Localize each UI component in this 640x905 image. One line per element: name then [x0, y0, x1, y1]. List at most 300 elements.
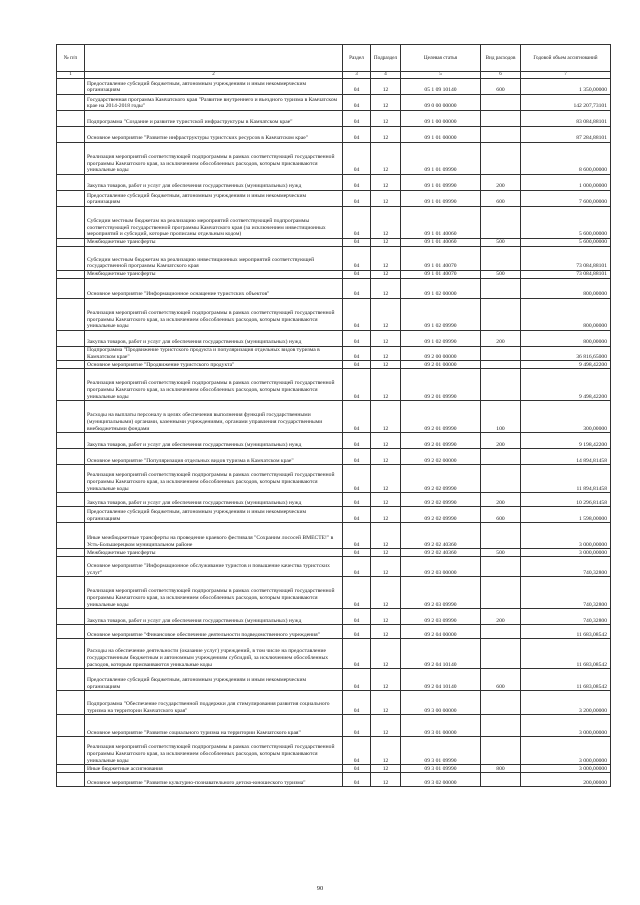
row-num-cell [57, 715, 85, 737]
table-row [57, 191, 611, 207]
row-section-cell: 04 [343, 557, 371, 577]
row-article-cell: 09 0 00 00000 [401, 95, 481, 111]
row-volume-cell: 10 296,81458 [521, 493, 611, 507]
table-row [57, 493, 611, 507]
row-section-cell: 04 [343, 175, 371, 191]
row-num-cell [57, 449, 85, 465]
col-number: 2 [85, 72, 343, 79]
row-section-cell: 04 [343, 299, 371, 331]
row-expense-type-cell: 500 [481, 549, 521, 557]
row-article-cell: 09 2 04 10140 [401, 669, 481, 691]
row-article-cell: 09 2 02 09990 [401, 493, 481, 507]
row-subsection-cell: 12 [371, 577, 401, 609]
row-subsection-cell: 12 [371, 507, 401, 523]
row-volume-cell: 740,32800 [521, 609, 611, 625]
row-num-cell [57, 247, 85, 271]
row-name-cell: Реализация мероприятий соответствующей подпрограммы в рамках соответствующей государственной программы Камчатского края, за исключением обособленных расходов, которым присваиваются уникальные коды [85, 369, 343, 401]
row-expense-type-cell: 600 [481, 669, 521, 691]
row-expense-type-cell: 800 [481, 765, 521, 773]
row-num-cell [57, 369, 85, 401]
row-volume-cell: 11 683,08542 [521, 625, 611, 639]
row-name-cell: Основное мероприятие "Финансовое обеспечение деятельности подведомственного учреждения" [85, 625, 343, 639]
row-expense-type-cell: 200 [481, 609, 521, 625]
row-expense-type-cell [481, 639, 521, 669]
row-section-cell: 04 [343, 639, 371, 669]
row-article-cell: 09 2 02 40360 [401, 523, 481, 549]
row-num-cell [57, 401, 85, 433]
row-article-cell: 09 2 01 09990 [401, 401, 481, 433]
row-subsection-cell: 12 [371, 279, 401, 299]
row-article-cell: 09 1 01 40060 [401, 239, 481, 247]
row-subsection-cell: 12 [371, 609, 401, 625]
row-volume-cell: 9 498,42200 [521, 361, 611, 369]
row-article-cell: 09 3 01 09990 [401, 765, 481, 773]
row-expense-type-cell [481, 347, 521, 361]
table-row [57, 331, 611, 347]
row-expense-type-cell [481, 207, 521, 239]
row-expense-type-cell [481, 773, 521, 787]
row-num-cell [57, 95, 85, 111]
row-section-cell: 04 [343, 401, 371, 433]
row-section-cell: 04 [343, 191, 371, 207]
row-article-cell: 09 3 00 00000 [401, 691, 481, 715]
row-name-cell: Реализация мероприятий соответствующей подпрограммы в рамках соответствующей государственной программы Камчатского края, за исключением обособленных расходов, которым присваиваются уникальные коды [85, 737, 343, 765]
row-volume-cell: 9 198,42200 [521, 433, 611, 449]
row-section-cell: 04 [343, 143, 371, 175]
row-expense-type-cell [481, 691, 521, 715]
col-number: 5 [401, 72, 481, 79]
row-subsection-cell: 12 [371, 143, 401, 175]
row-name-cell: Межбюджетные трансферты [85, 239, 343, 247]
table-row [57, 361, 611, 369]
row-volume-cell: 8 600,00000 [521, 143, 611, 175]
row-name-cell: Предоставление субсидий бюджетным, автономным учреждениям и иным некоммерческим организациям [85, 669, 343, 691]
row-volume-cell: 3 000,00000 [521, 765, 611, 773]
row-num-cell [57, 207, 85, 239]
table-row [57, 247, 611, 271]
row-article-cell: 09 2 04 10140 [401, 639, 481, 669]
table-row [57, 765, 611, 773]
col-number: 7 [521, 72, 611, 79]
row-subsection-cell: 12 [371, 765, 401, 773]
row-num-cell [57, 773, 85, 787]
row-expense-type-cell [481, 737, 521, 765]
row-section-cell: 04 [343, 271, 371, 279]
row-subsection-cell: 12 [371, 175, 401, 191]
table-row [57, 79, 611, 95]
col-number: 3 [343, 72, 371, 79]
header-row [57, 45, 611, 72]
row-volume-cell: 7 600,00000 [521, 191, 611, 207]
row-volume-cell: 142 207,73101 [521, 95, 611, 111]
table-row [57, 143, 611, 175]
row-article-cell: 09 2 03 09990 [401, 577, 481, 609]
row-num-cell [57, 639, 85, 669]
column-number-row [57, 72, 611, 79]
row-subsection-cell: 12 [371, 639, 401, 669]
table-row [57, 347, 611, 361]
row-section-cell: 04 [343, 127, 371, 143]
row-name-cell: Предоставление субсидий бюджетным, автономным учреждениям и иным некоммерческим организациям [85, 191, 343, 207]
row-section-cell: 04 [343, 669, 371, 691]
row-num-cell [57, 143, 85, 175]
row-volume-cell: 73 084,88101 [521, 271, 611, 279]
row-article-cell: 09 2 03 09990 [401, 609, 481, 625]
row-name-cell: Основное мероприятие "Популяризация отдельных видов туризма в Камчатском крае" [85, 449, 343, 465]
row-name-cell: Предоставление субсидий бюджетным, автономным учреждениям и иным некоммерческим организациям [85, 507, 343, 523]
row-article-cell: 09 2 00 00000 [401, 347, 481, 361]
row-subsection-cell: 12 [371, 361, 401, 369]
row-name-cell: Иные бюджетные ассигнования [85, 765, 343, 773]
row-num-cell [57, 271, 85, 279]
budget-table-sheet [56, 44, 610, 787]
row-volume-cell: 83 084,88101 [521, 111, 611, 127]
row-section-cell: 04 [343, 625, 371, 639]
table-row [57, 523, 611, 549]
row-volume-cell: 73 084,88101 [521, 247, 611, 271]
row-name-cell: Реализация мероприятий соответствующей подпрограммы в рамках соответствующей государственной программы Камчатского края, за исключением обособленных расходов, которым присваиваются уникальные коды [85, 577, 343, 609]
table-row [57, 279, 611, 299]
table-row [57, 433, 611, 449]
row-name-cell: Основное мероприятие "Развитие инфраструктуры туристских ресурсов в Камчатском крае" [85, 127, 343, 143]
row-num-cell [57, 279, 85, 299]
page-number: 90 [316, 885, 324, 892]
table-row [57, 773, 611, 787]
header-name [85, 45, 343, 72]
table-row [57, 557, 611, 577]
row-volume-cell: 200,00000 [521, 773, 611, 787]
row-num-cell [57, 523, 85, 549]
row-expense-type-cell [481, 577, 521, 609]
table-row [57, 507, 611, 523]
row-num-cell [57, 175, 85, 191]
row-expense-type-cell [481, 361, 521, 369]
row-name-cell: Подпрограмма "Создание и развитие туристской инфраструктуры в Камчатском крае" [85, 111, 343, 127]
row-expense-type-cell [481, 279, 521, 299]
row-subsection-cell: 12 [371, 79, 401, 95]
row-num-cell [57, 239, 85, 247]
table-row [57, 737, 611, 765]
row-subsection-cell: 12 [371, 557, 401, 577]
table-row [57, 111, 611, 127]
row-article-cell: 09 1 01 40060 [401, 207, 481, 239]
row-volume-cell: 14 894,81458 [521, 449, 611, 465]
row-expense-type-cell [481, 95, 521, 111]
row-volume-cell: 300,00000 [521, 401, 611, 433]
row-article-cell: 09 1 02 09990 [401, 299, 481, 331]
row-volume-cell: 87 284,88101 [521, 127, 611, 143]
row-name-cell: Расходы на выплаты персоналу в целях обеспечения выполнения функций государственными (муниципальными) органами, казенными учреждениями, органами управления государственными внебюджетными фондами [85, 401, 343, 433]
row-expense-type-cell [481, 557, 521, 577]
row-num-cell [57, 299, 85, 331]
row-num-cell [57, 127, 85, 143]
row-name-cell: Субсидии местным бюджетам на реализацию мероприятий соответствующей подпрограммы соответствующей государственной программы Камчатского края (за исключением инвестиционных мероприятий и субсидий, которые прописаны отдельным кодом) [85, 207, 343, 239]
row-subsection-cell: 12 [371, 401, 401, 433]
row-expense-type-cell [481, 369, 521, 401]
table-row [57, 207, 611, 239]
row-subsection-cell: 12 [371, 369, 401, 401]
row-subsection-cell: 12 [371, 715, 401, 737]
row-volume-cell: 1 598,00000 [521, 507, 611, 523]
col-number: 6 [481, 72, 521, 79]
row-volume-cell: 800,00000 [521, 331, 611, 347]
row-subsection-cell: 12 [371, 271, 401, 279]
row-article-cell: 09 2 01 09990 [401, 369, 481, 401]
row-subsection-cell: 12 [371, 549, 401, 557]
row-name-cell: Закупка товаров, работ и услуг для обеспечения государственных (муниципальных) нужд [85, 433, 343, 449]
row-subsection-cell: 12 [371, 669, 401, 691]
row-name-cell: Иные межбюджетные трансферты на проведение краевого фестиваля "Сохраним лососей ВМЕСТЕ!" в Усть-Большерецком муниципальном районе [85, 523, 343, 549]
row-article-cell: 09 1 01 09990 [401, 191, 481, 207]
table-row [57, 271, 611, 279]
row-name-cell: Реализация мероприятий соответствующей подпрограммы в рамках соответствующей государственной программы Камчатского края, за исключением обособленных расходов, которым присваиваются уникальные коды [85, 465, 343, 493]
row-name-cell: Основное мероприятие "Развитие социального туризма на территории Камчатского края" [85, 715, 343, 737]
table-row [57, 625, 611, 639]
row-section-cell: 04 [343, 609, 371, 625]
row-section-cell: 04 [343, 247, 371, 271]
row-num-cell [57, 79, 85, 95]
row-section-cell: 04 [343, 691, 371, 715]
table-row [57, 401, 611, 433]
row-subsection-cell: 12 [371, 449, 401, 465]
table-row [57, 239, 611, 247]
row-article-cell: 09 1 01 09990 [401, 175, 481, 191]
row-num-cell [57, 111, 85, 127]
row-expense-type-cell [481, 523, 521, 549]
row-volume-cell: 800,00000 [521, 279, 611, 299]
row-subsection-cell: 12 [371, 95, 401, 111]
row-num-cell [57, 465, 85, 493]
row-name-cell: Государственная программа Камчатского края "Развитие внутреннего и въездного туризма в Камчатском крае на 2014-2018 годы" [85, 95, 343, 111]
row-subsection-cell: 12 [371, 207, 401, 239]
table-row [57, 449, 611, 465]
row-article-cell: 09 2 02 00000 [401, 449, 481, 465]
row-section-cell: 04 [343, 493, 371, 507]
row-subsection-cell: 12 [371, 111, 401, 127]
row-num-cell [57, 347, 85, 361]
row-section-cell: 04 [343, 207, 371, 239]
row-section-cell: 04 [343, 773, 371, 787]
row-expense-type-cell [481, 449, 521, 465]
row-name-cell: Закупка товаров, работ и услуг для обеспечения государственных (муниципальных) нужд [85, 175, 343, 191]
row-subsection-cell: 12 [371, 347, 401, 361]
row-section-cell: 04 [343, 737, 371, 765]
table-row [57, 549, 611, 557]
row-volume-cell: 3 000,00000 [521, 715, 611, 737]
row-name-cell: Предоставление субсидий бюджетным, автономным учреждениям и иным некоммерческим организациям [85, 79, 343, 95]
row-volume-cell: 9 498,42200 [521, 369, 611, 401]
row-expense-type-cell [481, 715, 521, 737]
row-subsection-cell: 12 [371, 247, 401, 271]
row-section-cell: 04 [343, 765, 371, 773]
row-section-cell: 04 [343, 279, 371, 299]
table-row [57, 95, 611, 111]
row-num-cell [57, 609, 85, 625]
row-section-cell: 04 [343, 347, 371, 361]
row-num-cell [57, 669, 85, 691]
table-row [57, 669, 611, 691]
row-num-cell [57, 433, 85, 449]
row-expense-type-cell: 200 [481, 493, 521, 507]
row-subsection-cell: 12 [371, 299, 401, 331]
row-subsection-cell: 12 [371, 691, 401, 715]
row-name-cell: Реализация мероприятий соответствующей подпрограммы в рамках соответствующей государственной программы Камчатского края, за исключением обособленных расходов, которым присваиваются уникальные коды [85, 299, 343, 331]
row-name-cell: Основное мероприятие "Развитие культурно-познавательного детско-юношеского туризма" [85, 773, 343, 787]
table-row [57, 609, 611, 625]
row-section-cell: 04 [343, 715, 371, 737]
row-volume-cell: 11 894,81458 [521, 465, 611, 493]
table-row [57, 715, 611, 737]
row-volume-cell: 3 000,00000 [521, 737, 611, 765]
row-expense-type-cell: 100 [481, 401, 521, 433]
row-name-cell: Субсидии местным бюджетам на реализацию инвестиционных мероприятий соответствующей государственной программы Камчатского края [85, 247, 343, 271]
row-volume-cell: 740,32800 [521, 557, 611, 577]
row-volume-cell: 740,32800 [521, 577, 611, 609]
row-article-cell: 09 2 01 09990 [401, 433, 481, 449]
row-volume-cell: 1 000,00000 [521, 175, 611, 191]
row-expense-type-cell: 500 [481, 239, 521, 247]
row-expense-type-cell [481, 625, 521, 639]
row-article-cell: 09 1 01 00000 [401, 127, 481, 143]
row-name-cell: Основное мероприятие "Информационное обслуживание туристов и повышение качества туристских услуг" [85, 557, 343, 577]
header-num: № п/п [57, 45, 85, 72]
row-section-cell: 04 [343, 361, 371, 369]
row-subsection-cell: 12 [371, 433, 401, 449]
table-row [57, 577, 611, 609]
row-article-cell: 09 1 00 00000 [401, 111, 481, 127]
row-num-cell [57, 507, 85, 523]
row-section-cell: 04 [343, 331, 371, 347]
row-expense-type-cell [481, 299, 521, 331]
row-num-cell [57, 625, 85, 639]
row-expense-type-cell [481, 143, 521, 175]
row-section-cell: 04 [343, 523, 371, 549]
row-section-cell: 04 [343, 111, 371, 127]
row-volume-cell: 5 600,00000 [521, 239, 611, 247]
row-article-cell: 05 1 09 10140 [401, 79, 481, 95]
table-row [57, 299, 611, 331]
row-num-cell [57, 493, 85, 507]
row-section-cell: 04 [343, 449, 371, 465]
row-num-cell [57, 691, 85, 715]
row-subsection-cell: 12 [371, 625, 401, 639]
row-subsection-cell: 12 [371, 773, 401, 787]
row-num-cell [57, 765, 85, 773]
row-article-cell: 09 1 02 09990 [401, 331, 481, 347]
row-volume-cell: 36 816,65000 [521, 347, 611, 361]
row-name-cell: Подпрограмма "Обеспечение государственной поддержки для стимулирования развития социального туризма на территории Камчатского края" [85, 691, 343, 715]
row-article-cell: 09 2 02 09990 [401, 465, 481, 493]
row-section-cell: 04 [343, 549, 371, 557]
row-volume-cell: 3 000,00000 [521, 549, 611, 557]
row-article-cell: 09 1 01 40070 [401, 247, 481, 271]
row-expense-type-cell: 200 [481, 433, 521, 449]
row-name-cell: Основное мероприятие "Продвижение туристского продукта" [85, 361, 343, 369]
row-volume-cell: 1 350,00000 [521, 79, 611, 95]
row-num-cell [57, 331, 85, 347]
table-row [57, 175, 611, 191]
row-article-cell: 09 2 02 40360 [401, 549, 481, 557]
table-row [57, 369, 611, 401]
table-row [57, 127, 611, 143]
row-section-cell: 04 [343, 79, 371, 95]
row-expense-type-cell: 600 [481, 507, 521, 523]
row-name-cell: Закупка товаров, работ и услуг для обеспечения государственных (муниципальных) нужд [85, 493, 343, 507]
col-number: 4 [371, 72, 401, 79]
row-article-cell: 09 2 01 00000 [401, 361, 481, 369]
budget-table [56, 44, 611, 787]
row-section-cell: 04 [343, 369, 371, 401]
row-num-cell [57, 191, 85, 207]
row-volume-cell: 3 200,00000 [521, 691, 611, 715]
row-article-cell: 09 1 02 00000 [401, 279, 481, 299]
row-article-cell: 09 2 02 09990 [401, 507, 481, 523]
row-article-cell: 09 3 01 09990 [401, 737, 481, 765]
row-subsection-cell: 12 [371, 737, 401, 765]
row-subsection-cell: 12 [371, 191, 401, 207]
row-section-cell: 04 [343, 577, 371, 609]
row-section-cell: 04 [343, 239, 371, 247]
row-section-cell: 04 [343, 95, 371, 111]
row-subsection-cell: 12 [371, 493, 401, 507]
row-subsection-cell: 12 [371, 331, 401, 347]
table-row [57, 691, 611, 715]
row-name-cell: Закупка товаров, работ и услуг для обеспечения государственных (муниципальных) нужд [85, 609, 343, 625]
header-expense-type: Вид расходов [481, 45, 521, 72]
header-volume: Годовой объем ассигнований [521, 45, 611, 72]
row-section-cell: 04 [343, 433, 371, 449]
row-article-cell: 09 2 04 00000 [401, 625, 481, 639]
row-article-cell: 09 1 01 40070 [401, 271, 481, 279]
row-article-cell: 09 1 01 09990 [401, 143, 481, 175]
row-volume-cell: 11 683,08542 [521, 639, 611, 669]
row-num-cell [57, 577, 85, 609]
row-num-cell [57, 361, 85, 369]
row-expense-type-cell [481, 465, 521, 493]
row-subsection-cell: 12 [371, 465, 401, 493]
row-expense-type-cell: 200 [481, 175, 521, 191]
row-section-cell: 04 [343, 507, 371, 523]
table-body [57, 79, 611, 787]
row-name-cell: Подпрограмма "Продвижение туристского продукта и популяризация отдельных видов туризма в Камчатском крае" [85, 347, 343, 361]
row-volume-cell: 800,00000 [521, 299, 611, 331]
row-expense-type-cell: 500 [481, 271, 521, 279]
row-num-cell [57, 557, 85, 577]
row-volume-cell: 3 000,00000 [521, 523, 611, 549]
row-num-cell [57, 737, 85, 765]
row-article-cell: 09 2 03 00000 [401, 557, 481, 577]
header-article: Целевая статья [401, 45, 481, 72]
header-section: Раздел [343, 45, 371, 72]
row-volume-cell: 5 600,00000 [521, 207, 611, 239]
row-name-cell: Основное мероприятие "Информационное оснащение туристских объектов" [85, 279, 343, 299]
row-expense-type-cell: 600 [481, 191, 521, 207]
header-subsection: Подраздел [371, 45, 401, 72]
row-subsection-cell: 12 [371, 127, 401, 143]
row-subsection-cell: 12 [371, 523, 401, 549]
row-num-cell [57, 549, 85, 557]
row-name-cell: Межбюджетные трансферты [85, 271, 343, 279]
row-article-cell: 09 3 01 00000 [401, 715, 481, 737]
row-volume-cell: 11 683,08542 [521, 669, 611, 691]
col-number: 1 [57, 72, 85, 79]
row-expense-type-cell [481, 127, 521, 143]
table-row [57, 465, 611, 493]
row-name-cell: Расходы на обеспечение деятельности (оказание услуг) учреждений, в том числе на предоставление государственным бюджетным и автономным учреждениям субсидий, за исключением обособленных расходов, которым присваиваются уникальные коды [85, 639, 343, 669]
row-section-cell: 04 [343, 465, 371, 493]
row-expense-type-cell [481, 111, 521, 127]
row-name-cell: Реализация мероприятий соответствующей подпрограммы в рамках соответствующей государственной программы Камчатского края, за исключением обособленных расходов, которым присваиваются уникальные коды [85, 143, 343, 175]
